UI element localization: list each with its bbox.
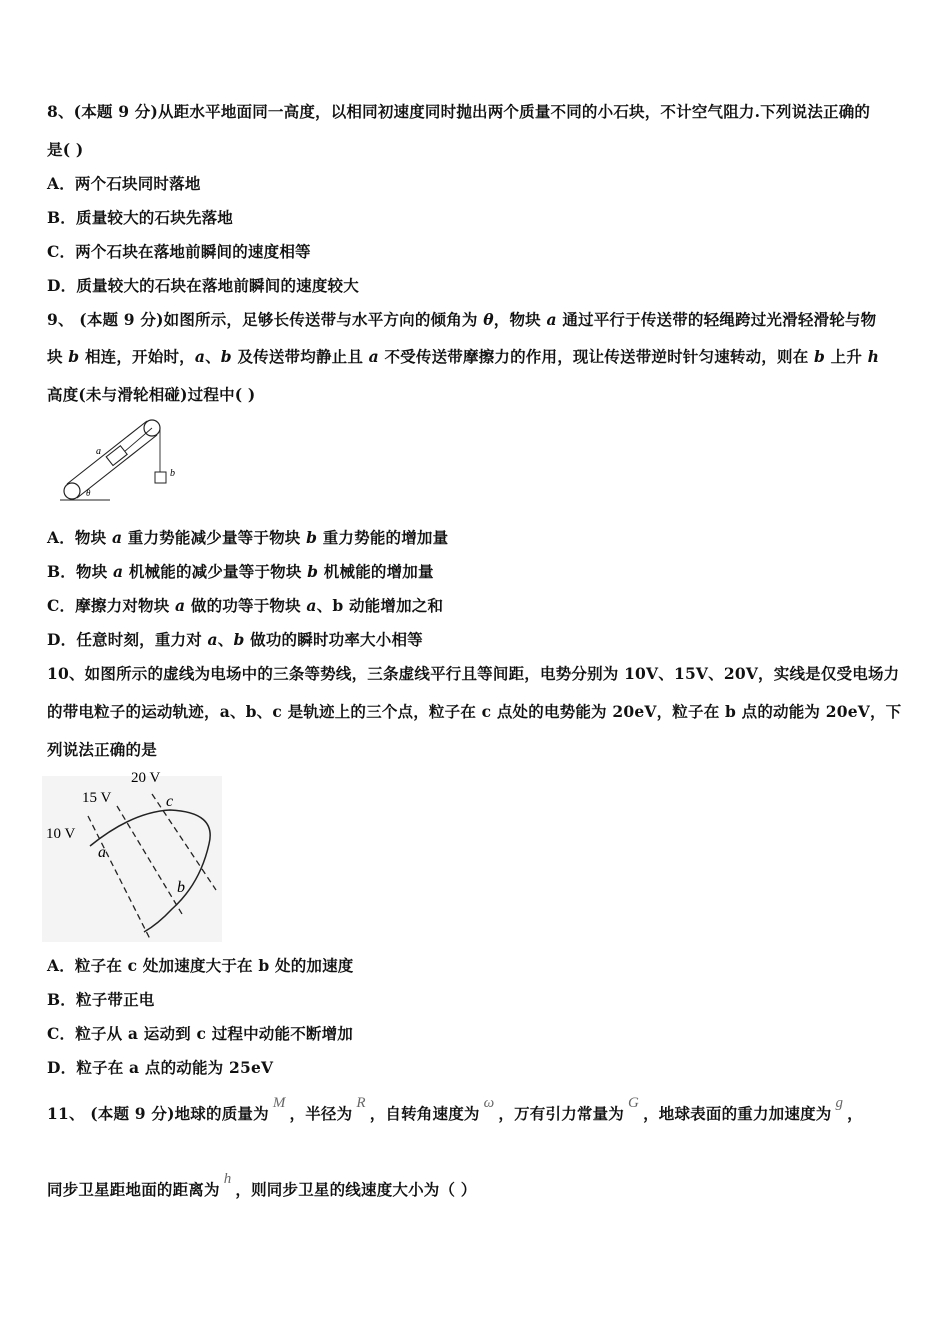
q9-option-d: D．任意时刻，重力对 a、b 做功的瞬时功率大小相等 — [47, 630, 423, 649]
q9-option-c: C．摩擦力对物块 a 做的功等于物块 a、b 动能增加之和 — [47, 596, 444, 615]
q10-stem-line1: 10、如图所示的虚线为电场中的三条等势线，三条虚线平行且等间距，电势分别为 10V、15V、20V，实线是仅受电场力 — [47, 664, 900, 683]
label-point-a: a — [98, 844, 106, 861]
label-15v: 15 V — [82, 790, 112, 806]
fig-label-theta: θ — [86, 488, 91, 498]
equipotential-figure — [42, 764, 222, 942]
q11-stem-line1: 11、 (本题 9 分)地球的质量为M，半径为R，自转角速度为ω，万有引力常量为G，地球表面的重力加速度为g， — [47, 1095, 863, 1123]
q9-stem-line2: 块 b 相连，开始时，a、b 及传送带均静止且 a 不受传送带摩擦力的作用，现让传送带逆时针匀速转动，则在 b 上升 h — [47, 347, 880, 366]
q9-stem-line1: 9、 (本题 9 分)如图所示，足够长传送带与水平方向的倾角为 θ，物块 a 通过平行于传送带的轻绳跨过光滑轻滑轮与物 — [47, 310, 877, 329]
q10-option-a: A．粒子在 c 处加速度大于在 b 处的加速度 — [47, 956, 354, 975]
conveyor-figure — [52, 412, 187, 504]
q10-option-c: C．粒子从 a 运动到 c 过程中动能不断增加 — [47, 1024, 354, 1043]
q8-option-a: A．两个石块同时落地 — [47, 174, 201, 193]
q10-option-d: D．粒子在 a 点的动能为 25eV — [47, 1058, 274, 1077]
q8-option-b: B．质量较大的石块先落地 — [47, 208, 234, 227]
q10-option-b: B．粒子带正电 — [47, 990, 155, 1009]
fig-label-b: b — [170, 468, 175, 479]
q10-stem-line3: 列说法正确的是 — [47, 740, 157, 759]
q9-stem-line3: 高度(未与滑轮相碰)过程中( ) — [47, 385, 256, 404]
q10-stem-line2: 的带电粒子的运动轨迹，a、b、c 是轨迹上的三个点，粒子在 c 点处的电势能为 20eV，粒子在 b 点的动能为 20eV，下 — [47, 702, 902, 721]
q8-stem-line1: 8、(本题 9 分)从距水平地面同一高度，以相同初速度同时抛出两个质量不同的小石块，不计空气阻力.下列说法正确的 — [47, 102, 871, 121]
q11-stem-line2: 同步卫星距地面的距离为h，则同步卫星的线速度大小为（ ） — [47, 1171, 477, 1199]
label-point-b: b — [177, 879, 185, 896]
label-20v: 20 V — [131, 770, 161, 786]
q9-option-b: B．物块 a 机械能的减少量等于物块 b 机械能的增加量 — [47, 562, 434, 581]
label-10v: 10 V — [46, 826, 76, 842]
q8-option-c: C．两个石块在落地前瞬间的速度相等 — [47, 242, 311, 261]
q8-option-d: D．质量较大的石块在落地前瞬间的速度较大 — [47, 276, 359, 295]
q9-option-a: A．物块 a 重力势能减少量等于物块 b 重力势能的增加量 — [47, 528, 449, 547]
label-point-c: c — [166, 793, 174, 810]
fig-label-a: a — [96, 446, 101, 457]
q8-stem-line2: 是( ) — [47, 140, 84, 159]
